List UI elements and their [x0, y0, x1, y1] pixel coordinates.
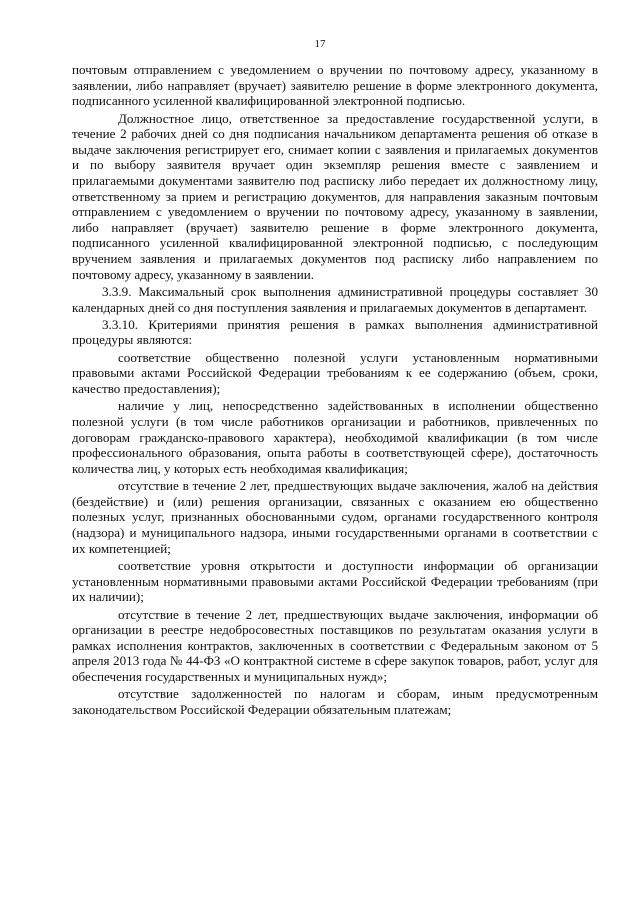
document-body	[72, 62, 598, 719]
paragraph: отсутствие в течение 2 лет, предшествующих выдаче заключения, жалоб на действия (бездействие) и (или) решения организации, связанных с оказанием ею общественно полезных услуг, признанных обоснованными судом, органами государственного контроля (надзора) и муниципального надзора, иными государственными органами в соответствии с их компетенцией;	[72, 478, 598, 556]
paragraph: почтовым отправлением с уведомлением о вручении по почтовому адресу, указанному в заявлении, либо направляет (вручает) заявителю решение в форме электронного документа, подписанного усиленной квалифицированной электронной подписью.	[72, 62, 598, 109]
paragraph: отсутствие в течение 2 лет, предшествующих выдаче заключения, информации об организации в реестре недобросовестных поставщиков по результатам оказания услуги в рамках исполнения контрактов, заключенных в соответствии с Федеральным законом от 5 апреля 2013 года № 44-ФЗ «О контрактной системе в сфере закупок товаров, работ, услуг для обеспечения государственных и муниципальных нужд»;	[72, 606, 598, 684]
page-number: 17	[314, 38, 326, 50]
paragraph: отсутствие задолженностей по налогам и сборам, иным предусмотренным законодательством Российской Федерации обязательным платежам;	[72, 686, 598, 717]
paragraph: Должностное лицо, ответственное за предоставление государственной услуги, в течение 2 рабочих дней со дня подписания начальником департамента решения об отказе в выдаче заключения регистрирует его, снимает копии с заявления и прилагаемых документов и по выбору заявителя вручает один экземпляр решения вместе с заявлением и прилагаемыми документами заявителю под расписку либо передает их должностному лицу, ответственному за прием и регистрацию документов, для направления заказным почтовым отправлением с уведомлением о вручении по почтовому адресу, указанному в заявлении, либо направляет (вручает) заявителю решение в форме электронного документа, подписанного усиленной квалифицированной электронной подписью, с последующим вручением заявления и прилагаемых документов под расписку либо направлением по почтовому адресу, указанному в заявлении.	[72, 110, 598, 282]
paragraph: 3.3.10. Критериями принятия решения в рамках выполнения административной процедуры являются:	[72, 316, 598, 348]
paragraph: соответствие общественно полезной услуги установленным нормативными правовыми актами Российской Федерации требованиям к ее содержанию (объем, сроки, качество предоставления);	[72, 349, 598, 397]
paragraph: соответствие уровня открытости и доступности информации об организации установленным нормативными правовыми актами Российской Федерации требованиям (при их наличии);	[72, 557, 598, 605]
paragraph: 3.3.9. Максимальный срок выполнения административной процедуры составляет 30 календарных дней со дня поступления заявления и прилагаемых документов в департамент.	[72, 283, 598, 315]
paragraph: наличие у лиц, непосредственно задействованных в исполнении общественно полезной услуги (в том числе работников организации и работников, привлеченных по договорам гражданско-правового характера), необходимой квалификации (в том числе профессионального образования, опыта работы в соответствующей сфере), достаточность количества лиц, у которых есть необходимая квалификация;	[72, 398, 598, 476]
